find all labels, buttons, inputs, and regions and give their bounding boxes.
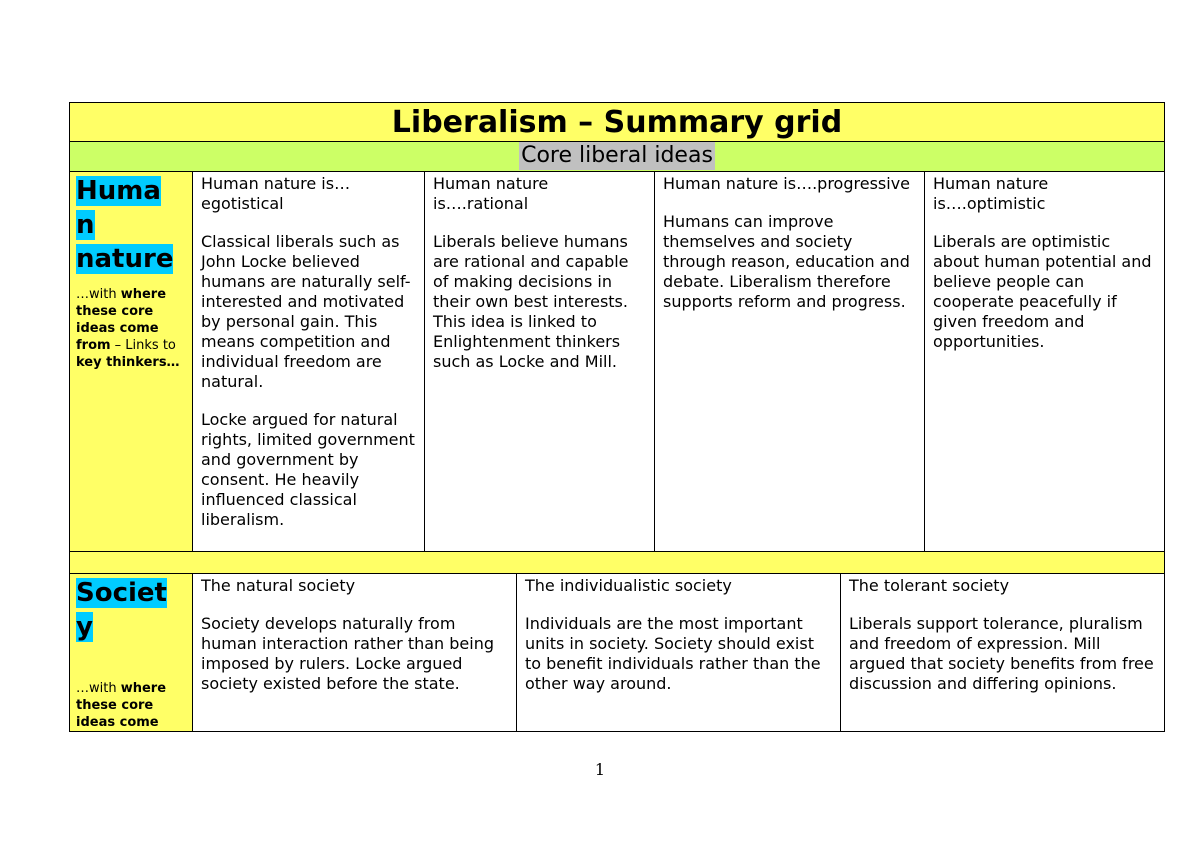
human-nature-cell-rational — [425, 172, 655, 552]
cell-body-2: Locke argued for natural rights, limited government and government by consent. He heavily influenced classical liberalism. — [201, 410, 415, 529]
note-part-bold: where these core ideas come from — [76, 287, 167, 353]
cell-title: Human nature is… egotistical — [201, 174, 351, 213]
note-part: …with — [76, 287, 121, 302]
society-label: Societ y — [76, 578, 167, 642]
cell-body: Liberals believe humans are rational and capable of making decisions in their own best interests. This idea is linked to Enlightenment thinkers such as Locke and Mill. — [433, 232, 629, 371]
human-nature-label: Huma n nature — [76, 176, 174, 274]
grid-subtitle: Core liberal ideas — [521, 143, 713, 168]
note-part-bold: where these core ideas come — [76, 681, 167, 730]
grid-title: Liberalism – Summary grid — [391, 105, 843, 140]
cell-title: Human nature is….rational — [433, 174, 549, 213]
note-part: …with — [76, 681, 121, 696]
spacer-row — [69, 552, 1165, 574]
cell-body: Liberals are optimistic about human potential and believe people can cooperate peacefully if given freedom and opportunities. — [933, 232, 1152, 351]
human-nature-note — [76, 286, 186, 371]
title-row — [69, 102, 1165, 142]
cell-body: Liberals support tolerance, pluralism and freedom of expression. Mill argued that society benefits from free discussion and differing opinions. — [849, 614, 1154, 693]
human-nature-cell-optimistic — [925, 172, 1165, 552]
cell-body: Classical liberals such as John Locke believed humans are naturally self-interested and motivated by personal gain. This means competition and individual freedom are natural. — [201, 232, 411, 391]
cell-body: Society develops naturally from human interaction rather than being imposed by rulers. Locke argued society existed before the state. — [201, 614, 495, 693]
human-nature-label-cell — [69, 172, 193, 552]
note-part-bold: key thinkers… — [76, 355, 180, 370]
society-note — [76, 680, 186, 731]
society-cell-natural — [193, 574, 517, 732]
cell-body: Humans can improve themselves and society through reason, education and debate. Liberalism therefore supports reform and progress. — [663, 212, 910, 311]
cell-title: Human nature is….progressive — [663, 174, 910, 193]
cell-title: The tolerant society — [849, 576, 1010, 595]
cell-body: Individuals are the most important units in society. Society should exist to benefit individuals rather than the other way around. — [525, 614, 821, 693]
note-part: – Links to — [110, 338, 176, 353]
cell-title: Human nature is….optimistic — [933, 174, 1049, 213]
cell-title: The individualistic society — [525, 576, 732, 595]
subtitle-row — [69, 142, 1165, 172]
society-label-cell — [69, 574, 193, 732]
page-number: 1 — [594, 760, 606, 779]
human-nature-cell-progressive — [655, 172, 925, 552]
society-cell-tolerant — [841, 574, 1165, 732]
society-cell-individualistic — [517, 574, 841, 732]
human-nature-cell-egotistical — [193, 172, 425, 552]
cell-title: The natural society — [201, 576, 356, 595]
